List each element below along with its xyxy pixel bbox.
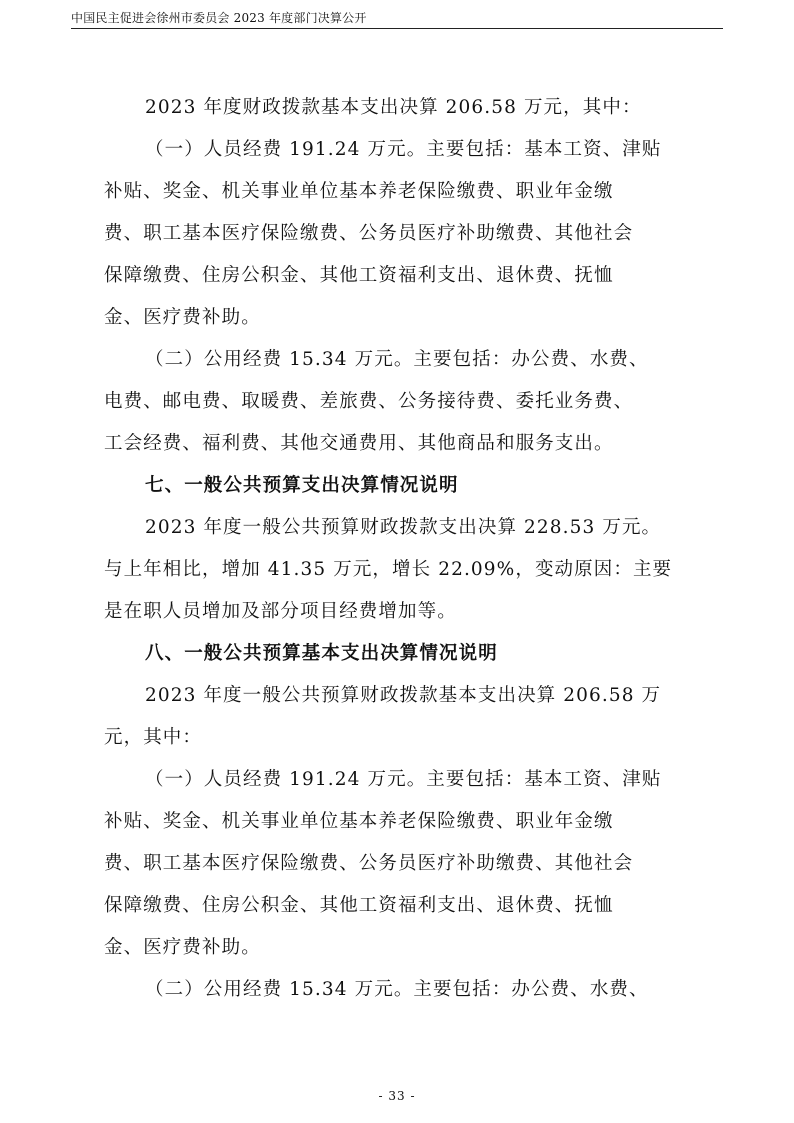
section-heading: 八、一般公共预算基本支出决算情况说明 bbox=[145, 643, 498, 664]
page-header: 中国民主促进会徐州市委员会 2023 年度部门决算公开 bbox=[71, 10, 723, 29]
paragraph-line: 费、职工基本医疗保险缴费、公务员医疗补助缴费、其他社会 bbox=[104, 223, 634, 244]
paragraph-line: （二）公用经费 15.34 万元。主要包括：办公费、水费、 bbox=[145, 979, 649, 1000]
paragraph-line: 2023 年度一般公共预算财政拨款基本支出决算 206.58 万 bbox=[145, 685, 662, 706]
paragraph-line: 电费、邮电费、取暖费、差旅费、公务接待费、委托业务费、 bbox=[104, 391, 634, 412]
paragraph-line: 金、医疗费补助。 bbox=[104, 307, 261, 328]
paragraph-line: 与上年相比，增加 41.35 万元，增长 22.09%，变动原因：主要 bbox=[104, 559, 673, 580]
paragraph-line: 补贴、奖金、机关事业单位基本养老保险缴费、职业年金缴 bbox=[104, 181, 614, 202]
paragraph-line: 元，其中： bbox=[104, 727, 203, 748]
paragraph-line: 金、医疗费补助。 bbox=[104, 937, 261, 958]
paragraph-line: 保障缴费、住房公积金、其他工资福利支出、退休费、抚恤 bbox=[104, 895, 614, 916]
paragraph-line: （一）人员经费 191.24 万元。主要包括：基本工资、津贴 bbox=[145, 139, 662, 160]
paragraph-line: （二）公用经费 15.34 万元。主要包括：办公费、水费、 bbox=[145, 349, 649, 370]
paragraph-line: （一）人员经费 191.24 万元。主要包括：基本工资、津贴 bbox=[145, 769, 662, 790]
paragraph-line: 补贴、奖金、机关事业单位基本养老保险缴费、职业年金缴 bbox=[104, 811, 614, 832]
page-number: - 33 - bbox=[378, 1089, 416, 1103]
paragraph-line: 是在职人员增加及部分项目经费增加等。 bbox=[104, 601, 457, 622]
paragraph-line: 2023 年度一般公共预算财政拨款支出决算 228.53 万元。 bbox=[145, 517, 662, 538]
paragraph-line: 保障缴费、住房公积金、其他工资福利支出、退休费、抚恤 bbox=[104, 265, 614, 286]
section-heading: 七、一般公共预算支出决算情况说明 bbox=[145, 475, 459, 496]
paragraph-line: 工会经费、福利费、其他交通费用、其他商品和服务支出。 bbox=[104, 433, 614, 454]
paragraph-line: 2023 年度财政拨款基本支出决算 206.58 万元，其中： bbox=[145, 97, 642, 118]
paragraph-line: 费、职工基本医疗保险缴费、公务员医疗补助缴费、其他社会 bbox=[104, 853, 634, 874]
